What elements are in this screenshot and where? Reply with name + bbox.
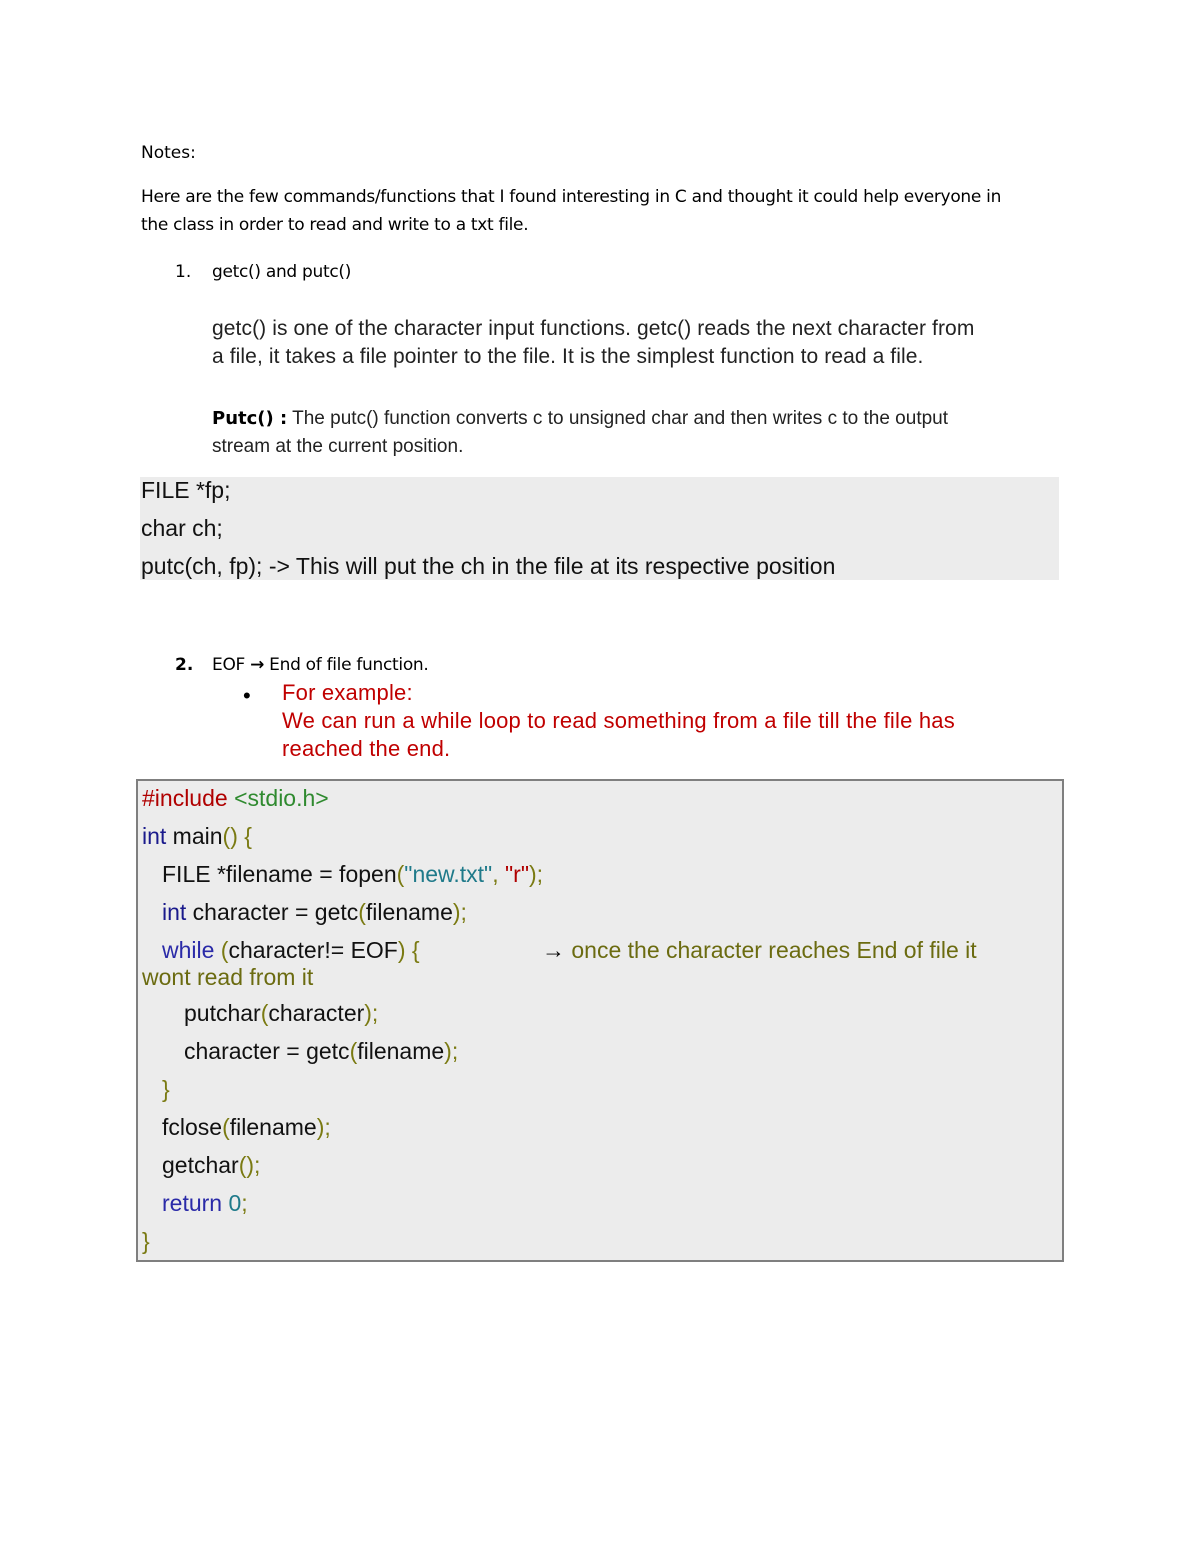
- code-line-final-brace: }: [142, 1228, 150, 1254]
- eof-description: End of file function.: [264, 655, 429, 675]
- code-comment-continued: wont read from it: [142, 964, 314, 990]
- eof-label: EOF: [212, 655, 251, 675]
- paren: );: [316, 1114, 331, 1140]
- putc-description-line-1: [212, 408, 948, 430]
- paren: (: [260, 1000, 269, 1026]
- right-arrow-icon: →: [250, 655, 265, 675]
- code-line-close-brace: }: [162, 1076, 170, 1102]
- paren: ) {: [397, 937, 420, 963]
- comma: ,: [492, 861, 506, 887]
- code-line-main: [142, 823, 252, 850]
- string-literal: "r": [505, 861, 530, 887]
- putchar-name: putchar: [184, 1000, 261, 1026]
- bullet-icon: •: [243, 683, 251, 708]
- fclose-name: fclose: [162, 1114, 223, 1140]
- right-arrow-icon: →: [542, 937, 565, 963]
- int-keyword: int: [142, 823, 167, 849]
- file-decl: FILE *filename = fopen: [162, 861, 397, 887]
- semicolon: ;: [241, 1190, 248, 1216]
- paren: );: [364, 1000, 379, 1026]
- putchar-arg: character: [268, 1000, 365, 1026]
- paren: );: [444, 1038, 459, 1064]
- item2-heading: [212, 655, 429, 675]
- include-header: <stdio.h>: [227, 785, 329, 811]
- include-keyword: #include: [142, 785, 228, 811]
- code-line: putc(ch, fp); -> This will put the ch in the file at its respective position: [141, 553, 836, 579]
- paren: (: [396, 861, 405, 887]
- paren: (: [358, 899, 366, 925]
- code-line-reassign: [184, 1038, 458, 1065]
- while-condition: character!= EOF: [228, 937, 398, 963]
- paren: (: [222, 1114, 230, 1140]
- code-line-fopen: [162, 861, 543, 888]
- fclose-arg: filename: [229, 1114, 317, 1140]
- putc-label: Putc() :: [212, 408, 288, 429]
- code-line-getchar: [162, 1152, 260, 1179]
- notes-heading: Notes:: [141, 143, 196, 163]
- code-line: FILE *fp;: [141, 477, 231, 503]
- getchar-name: getchar: [162, 1152, 239, 1178]
- getc-description-line-1: getc() is one of the character input functions. getc() reads the next character from: [212, 317, 975, 340]
- code-line-getc: [162, 899, 467, 926]
- code-line-putchar: [184, 1000, 378, 1027]
- paren: (: [214, 937, 229, 963]
- putc-description-text: The putc() function converts c to unsigned char and then writes c to the output: [287, 408, 949, 429]
- string-literal: "new.txt": [404, 861, 493, 887]
- comment-text: once the character reaches End of file it: [565, 937, 977, 963]
- main-name: main: [166, 823, 223, 849]
- code-line-while: [162, 937, 420, 964]
- paren: );: [529, 861, 544, 887]
- code-comment: [542, 937, 977, 964]
- int-keyword: int: [162, 899, 187, 925]
- example-line-2: We can run a while loop to read something from a file till the file has: [282, 708, 955, 733]
- intro-text-line-1: Here are the few commands/functions that I found interesting in C and thought it could help everyone in: [141, 187, 1002, 207]
- char-decl: character = getc: [186, 899, 359, 925]
- putc-description-line-2: stream at the current position.: [212, 436, 464, 457]
- code-line: char ch;: [141, 515, 223, 541]
- item1-heading: getc() and putc(): [212, 262, 352, 282]
- paren: );: [452, 899, 467, 925]
- code-line-return: [162, 1190, 248, 1217]
- reassign-arg: filename: [357, 1038, 445, 1064]
- code-line-include: [142, 785, 329, 812]
- paren: ();: [238, 1152, 261, 1178]
- main-parens: () {: [222, 823, 252, 849]
- list-number-1: 1.: [175, 262, 192, 282]
- list-number-2: 2.: [175, 655, 194, 675]
- intro-text-line-2: the class in order to read and write to a txt file.: [141, 215, 529, 235]
- getc-description-line-2: a file, it takes a file pointer to the file. It is the simplest function to read a file.: [212, 345, 924, 368]
- return-value: 0: [222, 1190, 242, 1216]
- code-line-fclose: [162, 1114, 331, 1141]
- paren: (: [349, 1038, 358, 1064]
- example-line-3: reached the end.: [282, 736, 451, 761]
- return-keyword: return: [162, 1190, 223, 1216]
- example-line-1: For example:: [282, 680, 413, 705]
- while-keyword: while: [162, 937, 215, 963]
- getc-arg: filename: [365, 899, 453, 925]
- reassign-stmt: character = getc: [184, 1038, 350, 1064]
